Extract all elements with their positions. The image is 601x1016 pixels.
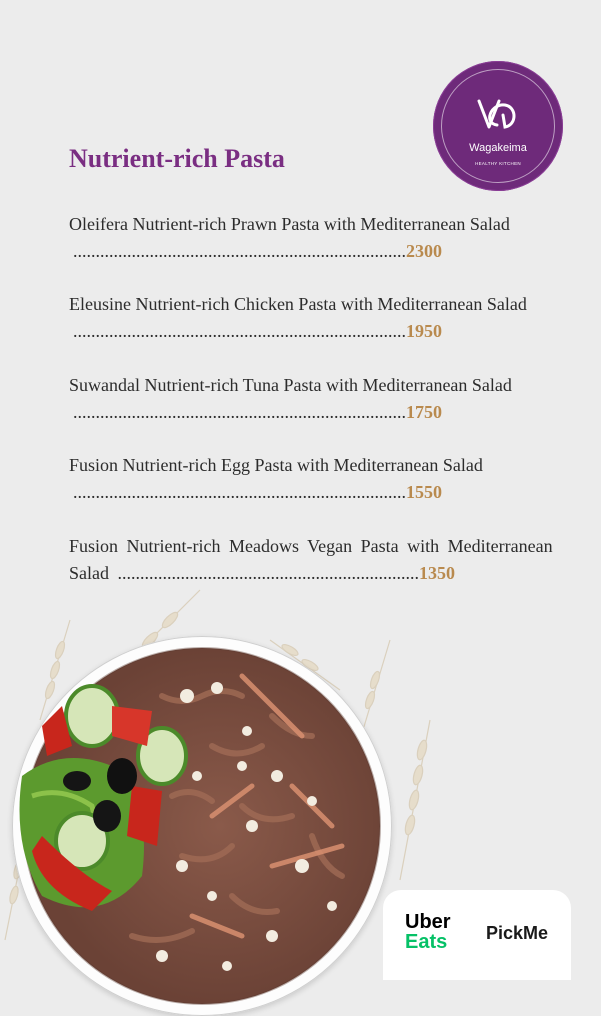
menu-item-price: 1350 — [419, 563, 455, 583]
brand-mark-icon — [473, 95, 523, 135]
menu-item — [69, 211, 575, 265]
uber-eats-logo[interactable] — [405, 912, 451, 952]
leader-dots: .......................................................................... — [73, 402, 406, 422]
leader-dots: ................................................................... — [117, 563, 419, 583]
pasta-dish-icon — [12, 636, 392, 1016]
menu-item-name: Oleifera Nutrient-rich Prawn Pasta with Mediterranean Salad — [69, 214, 510, 234]
menu-item-name: Fusion Nutrient-rich Meadows Vegan Pasta with Mediterranean — [69, 536, 553, 556]
menu-item-name: Suwandal Nutrient-rich Tuna Pasta with Mediterranean Salad — [69, 375, 512, 395]
leader-dots: .......................................................................... — [73, 241, 406, 261]
menu-item-price: 1550 — [406, 482, 442, 502]
pickme-text: PickMe — [486, 923, 549, 943]
uber-eats-line1: Uber — [405, 911, 451, 933]
delivery-partners — [383, 890, 571, 980]
menu-item-price: 1950 — [406, 321, 442, 341]
menu-item — [69, 372, 575, 426]
menu-item-name: Fusion Nutrient-rich Egg Pasta with Mediterranean Salad — [69, 455, 483, 475]
menu-item — [69, 291, 575, 345]
brand-tagline: HEALTHY KITCHEN — [475, 161, 521, 166]
leader-dots: .......................................................................... — [73, 321, 406, 341]
menu-item-name-cont: Salad — [69, 563, 109, 583]
brand-logo — [433, 61, 563, 191]
pickme-logo[interactable] — [486, 923, 548, 944]
menu-item-price: 2300 — [406, 241, 442, 261]
menu-item — [69, 452, 575, 506]
menu-item — [69, 533, 575, 587]
menu-item-name: Eleusine Nutrient-rich Chicken Pasta with Mediterranean Salad — [69, 294, 527, 314]
brand-name: Wagakeima — [469, 142, 527, 154]
menu-item-price: 1750 — [406, 402, 442, 422]
pasta-plate-image — [12, 636, 392, 1016]
section-title: Nutrient-rich Pasta — [69, 144, 285, 173]
leader-dots: .......................................................................... — [73, 482, 406, 502]
uber-eats-line2: Eats — [405, 931, 448, 953]
